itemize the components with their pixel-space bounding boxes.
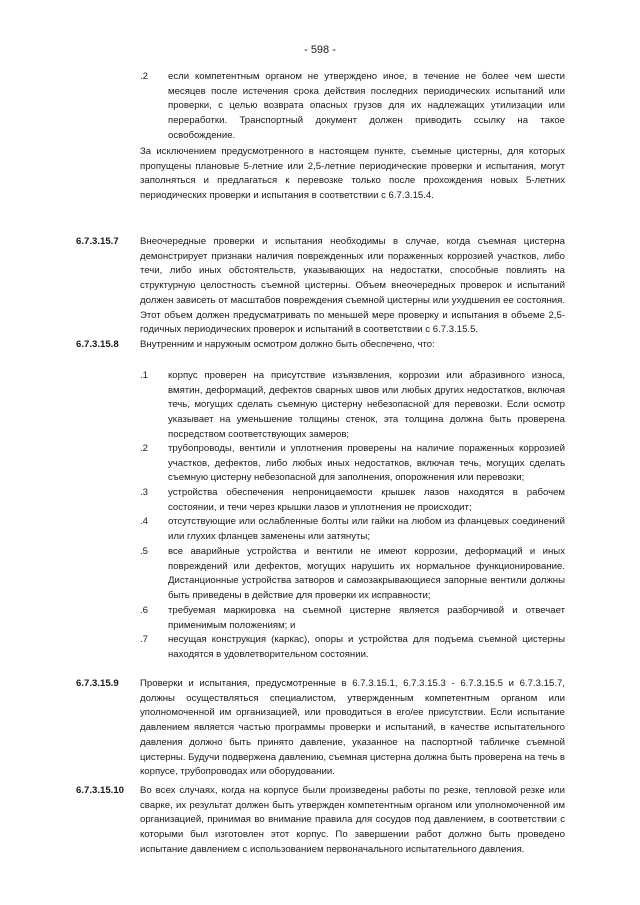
list-marker: .2 <box>140 443 149 454</box>
list-marker: .5 <box>140 546 149 557</box>
section-text: Проверки и испытания, предусмотренные в 6.7.3.15.1, 6.7.3.15.3 - 6.7.3.15.5 и 6.7.3.15.7, должны осуществляться специалистом, утвержденным компетентным органом или уполномоченной им организацией, или проводиться в его/ее присутствии. Если испытание давлением является частью программы проверки и испытаний, в качестве испытательного давления должно быть принято давление, указанное на паспортной табличке съемной цистерны. Будучи подвержена давлению, съемная цистерна должна быть проверена на течь в корпусе, трубопроводах или оборудовании. <box>140 678 565 778</box>
section-text: Во всех случаях, когда на корпусе были произведены работы по резке, тепловой резке или сварке, их результат должен быть утвержден компетентным органом или уполномоченной им организацией, принимая во внимание правила для сосудов под давлением, в соответствии с которыми был изготовлен этот корпус. По завершении работ должно быть проведено испытание давлением с использованием первоначального испытательного давления. <box>140 785 565 855</box>
list-marker: .3 <box>140 487 149 498</box>
list-marker: .6 <box>140 605 149 616</box>
list-item-text: устройства обеспечения непроницаемости крышек лазов находятся в рабочем состоянии, и течи через крышки лазов и уплотнения не происходит; <box>168 487 565 513</box>
section-text: Внеочередные проверки и испытания необходимы в случае, когда съемная цистерна демонстрирует признаки наличия поврежденных или пораженных коррозией участков, либо течи, либо иных обстоятельств, указывающих на недостатки, способные повлиять на структурную целостность съемной цистерны. Объем внеочередных проверок и испытаний должен зависеть от масштабов повреждения съемной цистерны или ухудшения ее состояния. Этот объем должен предусматривать по меньшей мере проверку и испытания в объеме 2,5-годичных периодических проверок и испытаний в соответствии с 6.7.3.15.5. <box>140 236 565 336</box>
list-marker: .2 <box>140 71 149 82</box>
section-number: 6.7.3.15.9 <box>76 678 119 689</box>
list-item-text: все аварийные устройства и вентили не имеют коррозии, деформаций и иных повреждений или дефектов, могущих нарушить их нормальное функционирование. Дистанционные устройства затворов и самозакрывающиеся запорные вентили должны быть приведены в действие для проверки их исправности; <box>168 546 565 602</box>
list-item-text: трубопроводы, вентили и уплотнения проверены на наличие пораженных коррозией участков, дефектов, либо любых иных недостатков, включая течь, могущих сделать съемную цистерну небезопасной для заполнения, опорожнения или перевозки; <box>168 443 565 484</box>
list-item-text: корпус проверен на присутствие изъязвления, коррозии или абразивного износа, вмятин, деформаций, дефектов сварных швов или любых других недостатков, включая течь, могущих сделать съемную цистерну небезопасной для перевозки. Если осмотр указывает на уменьшение толщины стенок, эта толщина должна быть проверена посредством соответствующих замеров; <box>168 370 565 440</box>
section-number: 6.7.3.15.10 <box>76 785 125 796</box>
page-number: - 598 - <box>304 44 336 56</box>
paragraph: За исключением предусмотренного в настоящем пункте, съемные цистерны, для которых пропущены плановые 5-летние или 2,5-летние периодические проверки и испытания, могут заполняться и предлагаться к перевозке только после прохождения новых 5-летних периодических проверки и испытания в соответствии с 6.7.3.15.4. <box>140 146 565 202</box>
list-marker: .1 <box>140 370 149 381</box>
list-item-text: отсутствующие или ослабленные болты или гайки на любом из фланцевых соединений или глухих фланцев заменены или затянуты; <box>168 516 565 542</box>
section-number: 6.7.3.15.7 <box>76 236 119 247</box>
list-marker: .7 <box>140 634 149 645</box>
section-number: 6.7.3.15.8 <box>76 339 119 350</box>
list-marker: .4 <box>140 516 149 527</box>
list-item-text: требуемая маркировка на съемной цистерне является разборчивой и отвечает применимым положениям; и <box>168 605 565 631</box>
section-intro: Внутренним и наружным осмотром должно быть обеспечено, что: <box>140 339 435 350</box>
list-item-text: несущая конструкция (каркас), опоры и устройства для подъема съемной цистерны находятся в удовлетворительном состоянии. <box>168 634 565 660</box>
list-item-text: если компетентным органом не утверждено иное, в течение не более чем шести месяцев после истечения срока действия последних периодических испытаний или проверки, с целью возврата опасных грузов для их надлежащих утилизации или переработки. Транспортный документ должен приводить ссылку на такое освобождение. <box>168 71 565 141</box>
